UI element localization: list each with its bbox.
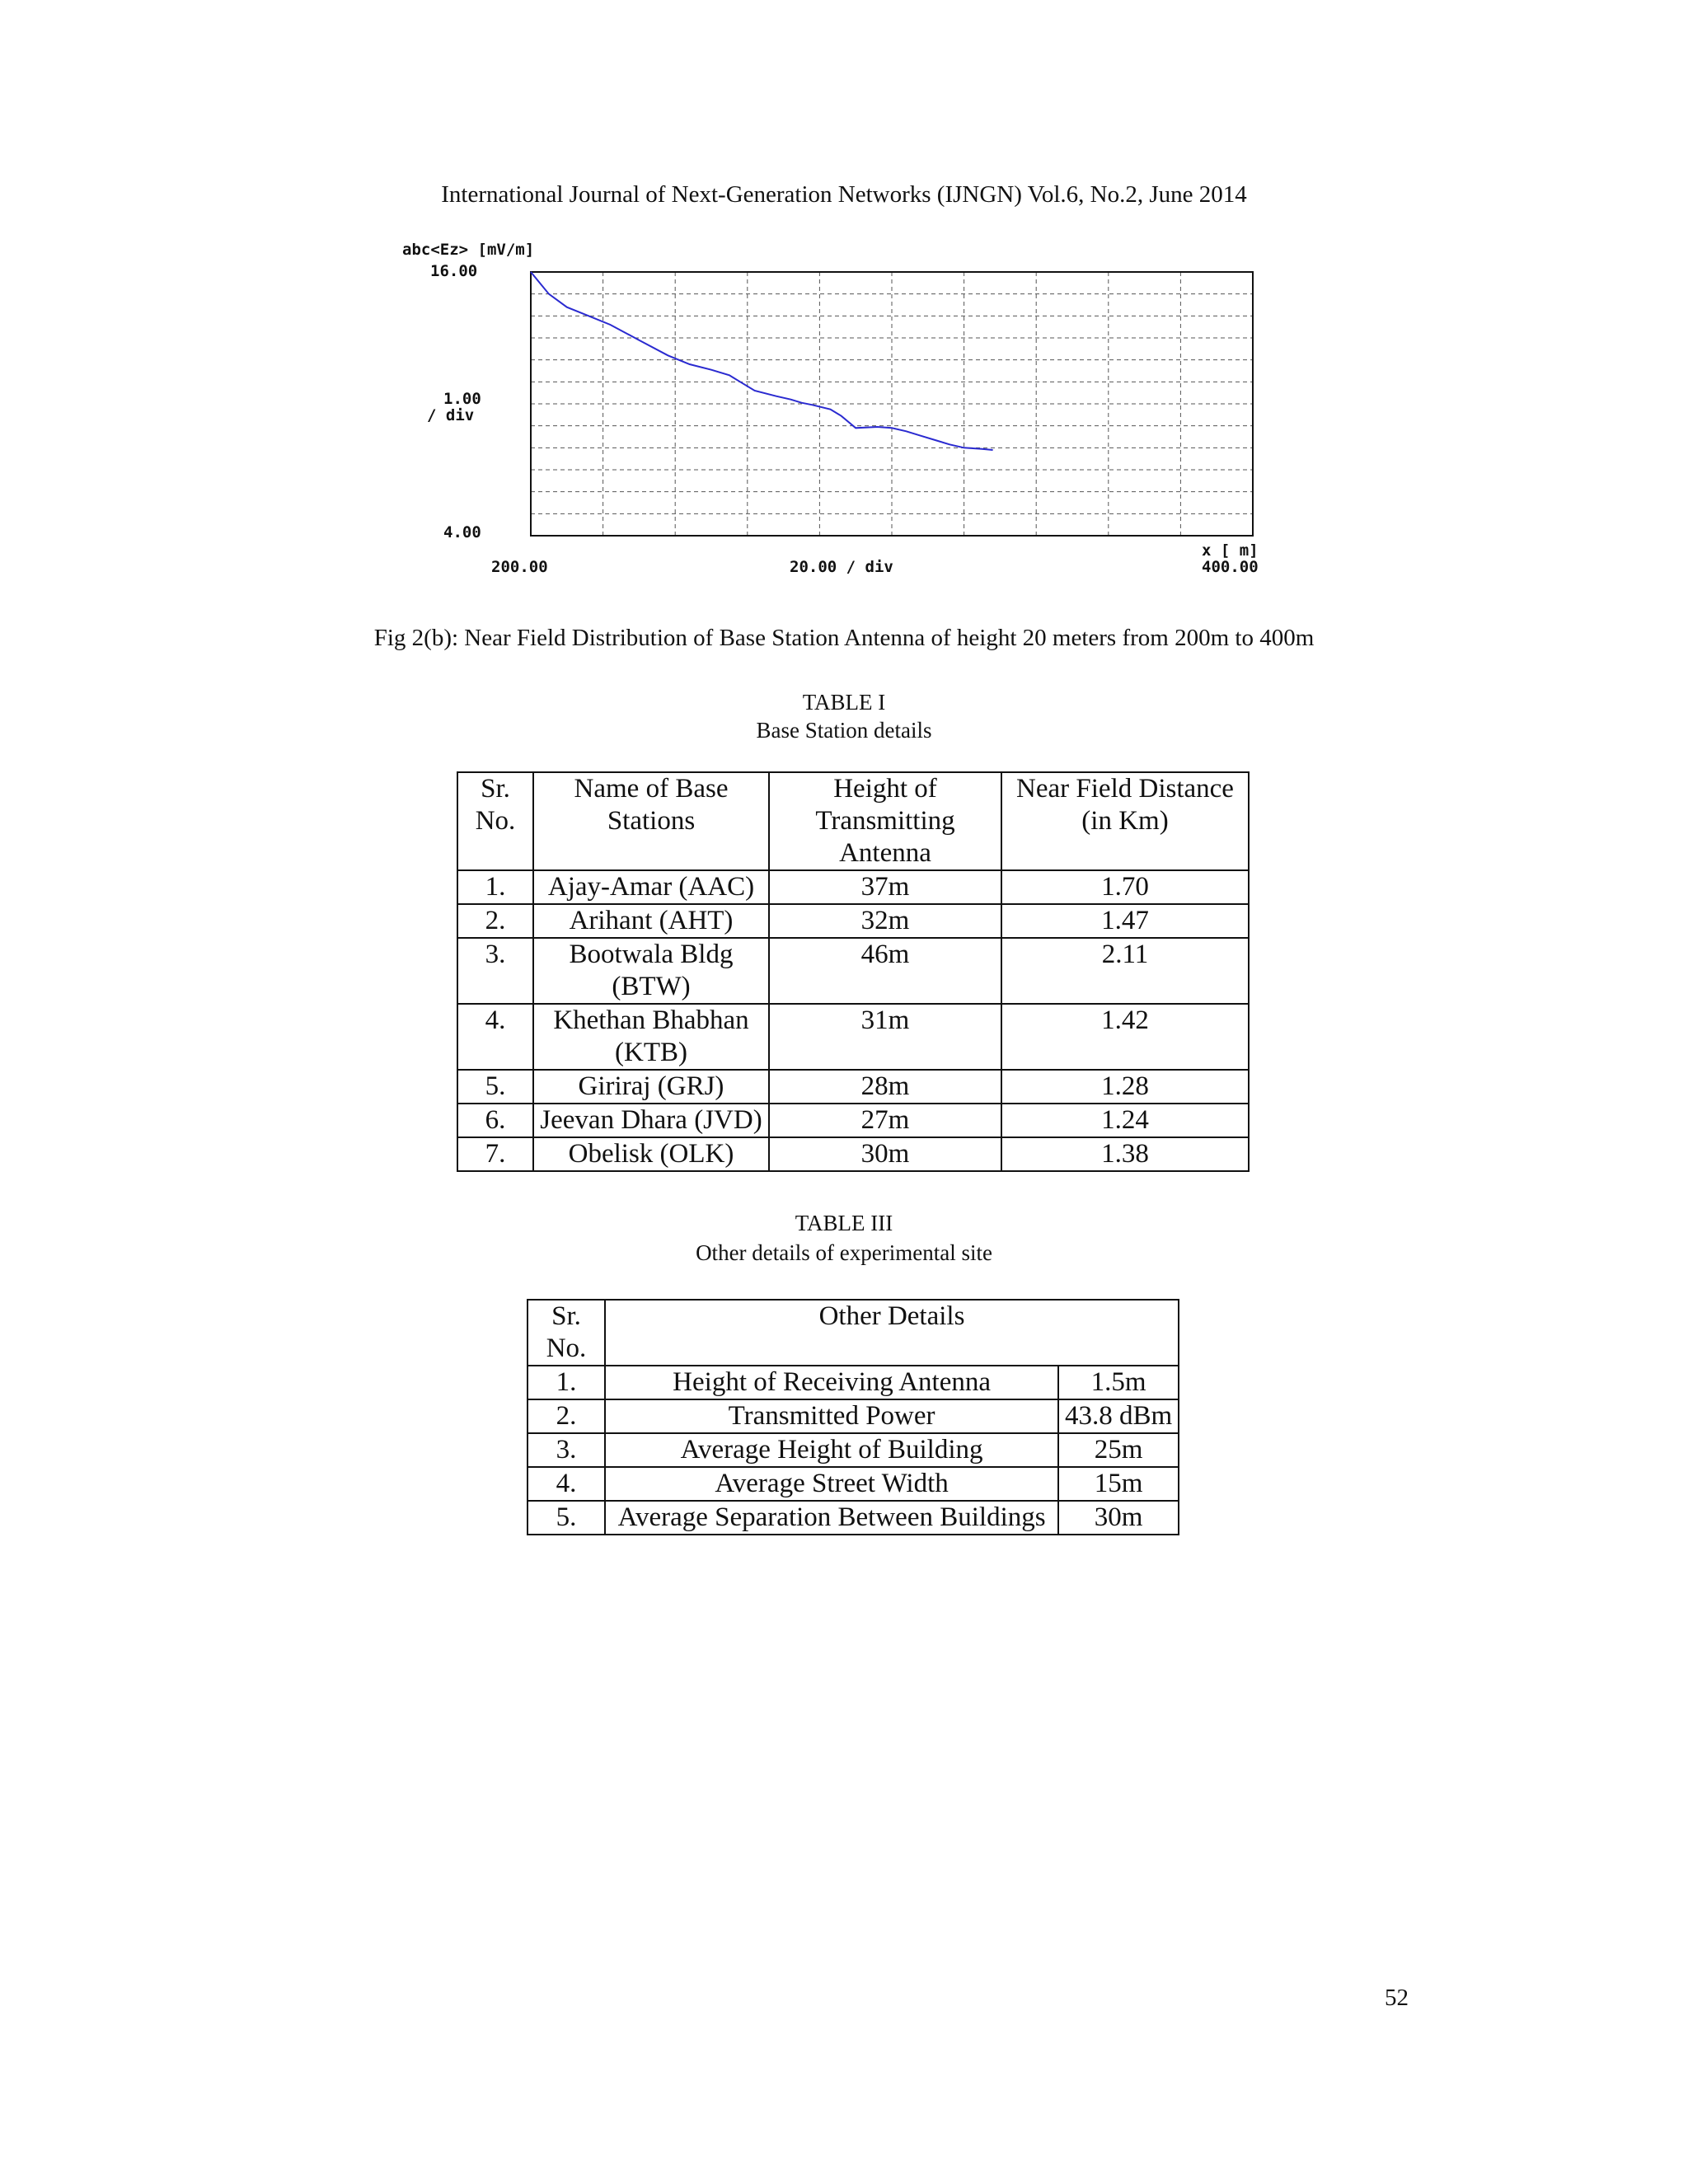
table-cell: 3.	[528, 1433, 605, 1467]
table-cell: 1.	[457, 870, 533, 904]
table-cell: 46m	[769, 938, 1001, 1004]
table-cell: 30m	[769, 1137, 1001, 1171]
table1-label: TABLE I	[802, 690, 886, 715]
experimental-site-table	[527, 1299, 1179, 1535]
x-left-tick-label: 200.00	[491, 558, 548, 576]
table-row	[528, 1501, 1179, 1535]
chart-grid	[531, 272, 1253, 536]
table-cell: 2.	[457, 904, 533, 938]
table-cell: 30m	[1058, 1501, 1179, 1535]
x-div-tick-label: 20.00 / div	[790, 558, 893, 576]
table-cell: 37m	[769, 870, 1001, 904]
table-cell: 25m	[1058, 1433, 1179, 1467]
table-cell: Transmitted Power	[605, 1399, 1058, 1433]
field-distribution-chart	[387, 239, 1319, 585]
table-cell: Jeevan Dhara (JVD)	[533, 1104, 769, 1137]
header-cell: Other Details	[605, 1300, 1179, 1366]
table-cell: 1.47	[1001, 904, 1249, 938]
table1-title: Base Station details	[756, 718, 932, 743]
table-cell: 3.	[457, 938, 533, 1004]
table-cell: 4.	[528, 1467, 605, 1501]
table-row	[528, 1467, 1179, 1501]
table-cell: 6.	[457, 1104, 533, 1137]
figure-caption: Fig 2(b): Near Field Distribution of Base Station Antenna of height 20 meters from 200m to 400m	[373, 625, 1315, 651]
table-cell: 1.5m	[1058, 1366, 1179, 1399]
table-cell: 7.	[457, 1137, 533, 1171]
table-cell: Giriraj (GRJ)	[533, 1070, 769, 1104]
table-cell: 28m	[769, 1070, 1001, 1104]
table-cell: Arihant (AHT)	[533, 904, 769, 938]
header-cell: Sr. No.	[457, 772, 533, 870]
table-cell: 1.24	[1001, 1104, 1249, 1137]
table-row	[457, 1104, 1249, 1137]
table-cell: 1.70	[1001, 870, 1249, 904]
table-row	[457, 904, 1249, 938]
table-cell: 1.38	[1001, 1137, 1249, 1171]
table-cell: Ajay-Amar (AAC)	[533, 870, 769, 904]
table-cell: Obelisk (OLK)	[533, 1137, 769, 1171]
table-cell: 27m	[769, 1104, 1001, 1137]
table-cell: Bootwala Bldg (BTW)	[533, 938, 769, 1004]
y-div-unit-label: / div	[427, 406, 475, 424]
header-cell: Sr. No.	[528, 1300, 605, 1366]
table-cell: 2.11	[1001, 938, 1249, 1004]
y-bottom-tick-label: 4.00	[443, 523, 481, 541]
table-cell: 1.	[528, 1366, 605, 1399]
table-row	[457, 1070, 1249, 1104]
table3-label: TABLE III	[795, 1211, 893, 1235]
chart-svg	[387, 239, 1319, 585]
header-cell: Near Field Distance (in Km)	[1001, 772, 1249, 870]
y-axis-label: abc<Ez> [mV/m]	[402, 241, 535, 259]
table-row	[528, 1433, 1179, 1467]
table-row	[457, 1137, 1249, 1171]
table-cell: 31m	[769, 1004, 1001, 1070]
table-cell: Average Height of Building	[605, 1433, 1058, 1467]
header-cell: Height of Transmitting Antenna	[769, 772, 1001, 870]
table-cell: Khethan Bhabhan (KTB)	[533, 1004, 769, 1070]
y-div-tick-label: 1.00	[443, 390, 481, 408]
table-cell: 43.8 dBm	[1058, 1399, 1179, 1433]
table-cell: 15m	[1058, 1467, 1179, 1501]
x-axis-label: x [ m]	[1202, 541, 1259, 560]
table-cell: Average Separation Between Buildings	[605, 1501, 1058, 1535]
table-cell: 4.	[457, 1004, 533, 1070]
page-number: 52	[1385, 1985, 1409, 2011]
table-cell: Height of Receiving Antenna	[605, 1366, 1058, 1399]
table-cell: 2.	[528, 1399, 605, 1433]
header-cell: Name of Base Stations	[533, 772, 769, 870]
table-cell: 1.28	[1001, 1070, 1249, 1104]
series-line	[531, 272, 993, 450]
table3-title: Other details of experimental site	[696, 1240, 992, 1265]
running-header: International Journal of Next-Generation Networks (IJNGN) Vol.6, No.2, June 2014	[441, 181, 1247, 208]
table-cell: 32m	[769, 904, 1001, 938]
table-row	[457, 938, 1249, 1004]
table-cell: Average Street Width	[605, 1467, 1058, 1501]
table-cell: 1.42	[1001, 1004, 1249, 1070]
base-station-table	[457, 771, 1250, 1172]
table-row	[457, 870, 1249, 904]
x-right-tick-label: 400.00	[1202, 558, 1259, 576]
table-row	[457, 1004, 1249, 1070]
table-cell: 5.	[528, 1501, 605, 1535]
table-header-row	[457, 772, 1249, 870]
table-row	[528, 1366, 1179, 1399]
table-row	[528, 1399, 1179, 1433]
y-top-tick-label: 16.00	[430, 262, 478, 280]
table-header-row	[528, 1300, 1179, 1366]
table-cell: 5.	[457, 1070, 533, 1104]
